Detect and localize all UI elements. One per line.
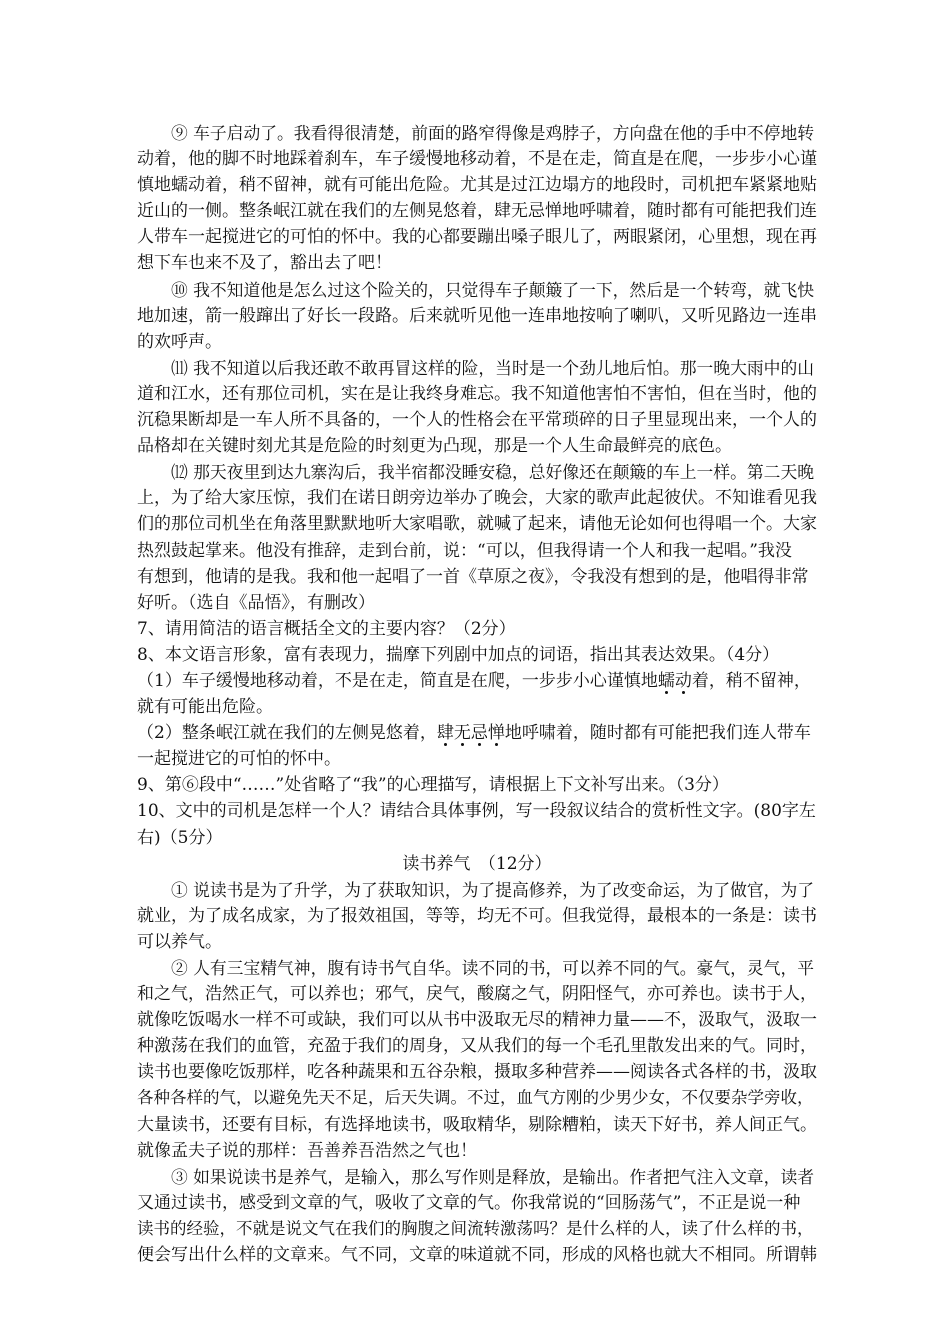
- para-12-line-1: ⑿ 那天夜里到达九寨沟后，我半宿都没睡安稳，总好像还在颠簸的车上一样。第二天晚: [171, 462, 815, 483]
- para-9-line-2: 动着，他的脚不时地踩着刹车，车子缓慢地移动着，不是在走，简直是在爬，一步步小心谨: [137, 149, 817, 170]
- essay-para-2-line-5: 读书也要像吃饭那样，吃各种蔬果和五谷杂粮，摄取多种营养——阅读各式各样的书，汲取: [137, 1062, 817, 1083]
- essay-para-3-line-2: 又通过读书，感受到文章的气，吸收了文章的气。你我常说的“回肠荡气”，不正是说一种: [137, 1192, 801, 1213]
- emphasis-dot-char: 肆: [436, 723, 454, 744]
- para-9-line-1: ⑨ 车子启动了。我看得很清楚，前面的路窄得像是鸡脖子，方向盘在他的手中不停地转: [171, 123, 815, 143]
- para-11-line-2: 道和江水，还有那位司机，实在是让我终身难忘。我不知道他害怕不害怕，但在当时，他的: [137, 383, 817, 404]
- para-12-line-2: 上，为了给大家压惊，我们在诺日朗旁边举办了晚会，大家的歌声此起彼伏。不知谁看见我: [137, 488, 817, 509]
- essay-para-2-line-8: 就像孟夫子说的那样：吾善养吾浩然之气也！: [137, 1140, 477, 1161]
- emphasis-dot-char: 动: [674, 670, 692, 691]
- question-8-item-1-line-1: （1）车子缓慢地移动着，不是在走，简直是在爬，一步步小心谨慎地蠕动着，稍不留神，: [137, 670, 811, 691]
- para-9-line-5: 人带车一起搅进它的可怕的怀中。我的心都要蹦出嗓子眼儿了，两眼紧闭，心里想，现在再: [137, 227, 817, 248]
- essay-para-3-line-4: 便会写出什么样的文章来。气不同，文章的味道就不同，形成的风格也就大不相同。所谓韩: [137, 1245, 817, 1266]
- question-8: 8、本文语言形象，富有表现力，揣摩下列剧中加点的词语，指出其表达效果。（4分）: [137, 644, 780, 665]
- essay-para-2-line-4: 种激荡在我们的血管，充盈于我们的周身，又从我们的每一个毛孔里散发出来的气。同时，: [137, 1036, 817, 1057]
- essay-para-1-line-1: ① 说读书是为了升学，为了获取知识，为了提高修养，为了改变命运，为了做官，为了: [171, 879, 815, 900]
- emphasis-dot-char: 忌: [470, 723, 488, 744]
- para-12-line-4: 热烈鼓起掌来。他没有推辞，走到台前，说：“可以，但我得请一个人和我一起唱。”我没: [137, 540, 792, 561]
- para-11-line-3: 沉稳果断却是一车人所不具备的，一个人的性格会在平常琐碎的日子里显现出来，一个人的: [137, 410, 817, 431]
- essay-para-2-line-7: 大量读书，还要有目标，有选择地读书，吸取精华，剔除糟粕，读天下好书，养人间正气。: [137, 1114, 817, 1135]
- para-9-line-6: 想下车也来不及了，豁出去了吧！: [137, 253, 392, 274]
- para-12-line-3: 们的那位司机坐在角落里默默地听大家唱歌，就喊了起来，请他无论如何也得唱一个。大家: [137, 514, 817, 535]
- essay-para-2-line-6: 各种各样的气，以避免先天不足，后天失调。不过，血气方刚的少男少女，不仅要杂学旁收，: [137, 1088, 814, 1108]
- question-8-item-2-line-1: （2）整条岷江就在我们的左侧晃悠着，肆无忌惮地呼啸着，随时都有可能把我们连人带车: [137, 723, 811, 744]
- question-7: 7、请用简洁的语言概括全文的主要内容？（2分）: [137, 618, 516, 639]
- question-10-line-2: 右)（5分）: [137, 827, 223, 848]
- question-10-line-1: 10、文中的司机是怎样一个人？请结合具体事例，写一段叙议结合的赏析性文字。(80字左: [137, 801, 816, 822]
- para-11-line-1: ⑾ 我不知道以后我还敢不敢再冒这样的险，当时是一个劲儿地后怕。那一晚大雨中的山: [171, 357, 815, 378]
- question-8-item-2-line-2: 一起搅进它的可怕的怀中。: [137, 749, 341, 770]
- essay-para-1-line-2: 就业，为了成名成家，为了报效祖国，等等，均无不可。但我觉得，最根本的一条是：读书: [137, 905, 817, 926]
- para-9-line-3: 慎地蠕动着，稍不留神，就有可能出危险。尤其是过江边塌方的地段时，司机把车紧紧地贴: [137, 175, 817, 196]
- emphasis-dot-char: 惮: [487, 723, 505, 744]
- para-11-line-4: 品格却在关键时刻尤其是危险的时刻更为凸现，那是一个人生命最鲜亮的底色。: [137, 436, 732, 457]
- para-10-line-3: 的欢呼声。: [137, 331, 222, 352]
- essay-para-1-line-3: 可以养气。: [137, 931, 222, 952]
- question-9: 9、第⑥段中“……”处省略了“我”的心理描写，请根据上下文补写出来。（3分）: [137, 775, 729, 796]
- para-10-line-1: ⑩ 我不知道他是怎么过这个险关的，只觉得车子颠簸了一下，然后是一个转弯，就飞快: [171, 279, 815, 300]
- essay-para-3-line-3: 读书的经验，不就是说文气在我们的胸腹之间流转激荡吗？是什么样的人，读了什么样的书，: [137, 1218, 814, 1238]
- emphasis-dot-char: 蠕: [657, 670, 675, 691]
- essay-para-2-line-2: 和之气，浩然正气，可以养也；邪气，戾气，酸腐之气，阴阳怪气，亦可养也。读书于人，: [137, 984, 817, 1005]
- essay-para-2-line-3: 就像吃饭喝水一样不可或缺，我们可以从书中汲取无尽的精神力量——不，汲取气，汲取一: [137, 1010, 817, 1031]
- para-9-line-4: 近山的一侧。整条岷江就在我们的左侧晃悠着，肆无忌惮地呼啸着，随时都有可能把我们连: [137, 201, 817, 222]
- emphasis-dot-char: 无: [453, 723, 471, 744]
- document-page: [137, 120, 817, 1268]
- essay-para-3-line-1: ③ 如果说读书是养气，是输入，那么写作则是释放，是输出。作者把气注入文章，读者: [171, 1166, 815, 1187]
- essay-para-2-line-1: ② 人有三宝精气神，腹有诗书气自华。读不同的书，可以养不同的气。豪气，灵气，平: [171, 958, 815, 978]
- para-12-line-5: 有想到，他请的是我。我和他一起唱了一首《草原之夜》，令我没有想到的是，他唱得非常: [137, 566, 809, 587]
- section-title: 读书养气 （12分）: [402, 853, 552, 874]
- para-10-line-2: 地加速，箭一般蹿出了好长一段路。后来就听见他一连串地按响了喇叭，又听见路边一连串: [137, 305, 817, 326]
- para-12-line-6: 好听。（选自《品悟》，有删改）: [137, 592, 375, 613]
- question-8-item-1-line-2: 就有可能出危险。: [137, 697, 273, 718]
